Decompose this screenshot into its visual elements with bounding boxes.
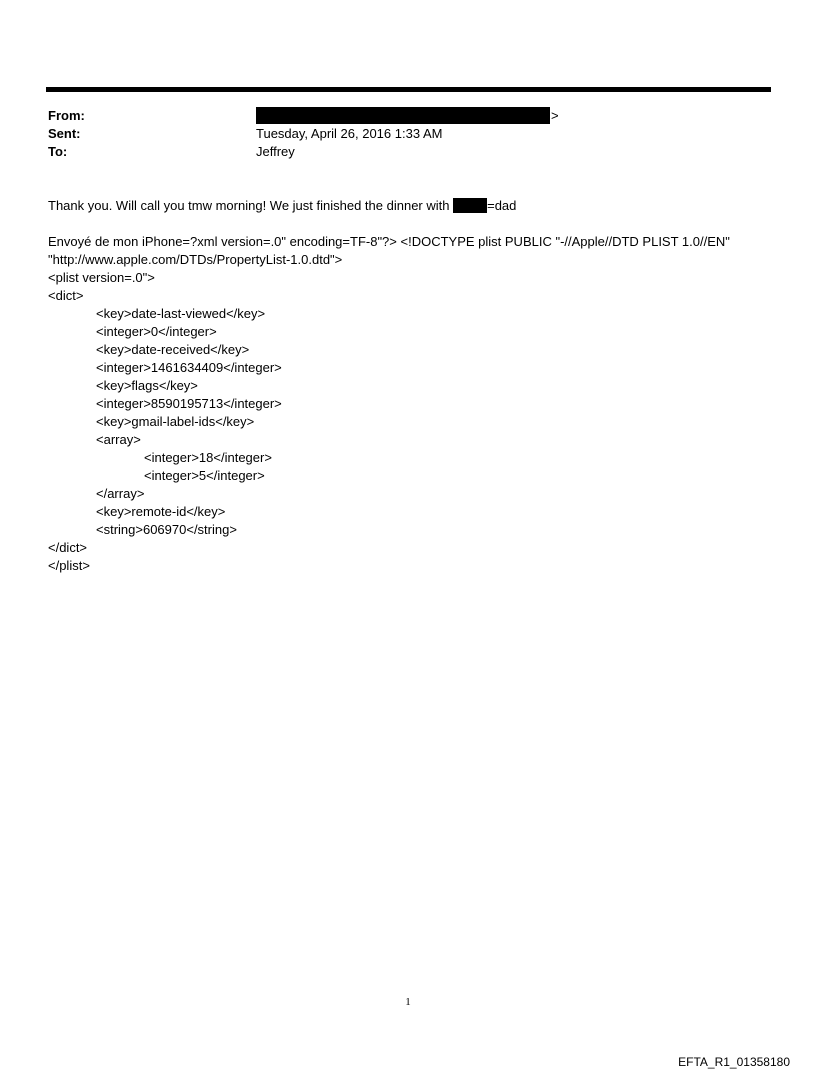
plist-line: </dict> [48, 540, 88, 555]
plist-line: <integer>8590195713</integer> [96, 396, 282, 411]
from-suffix: > [551, 108, 559, 123]
plist-line: <key>date-received</key> [96, 342, 250, 357]
document-id: EFTA_R1_01358180 [678, 1055, 790, 1069]
message-suffix: =dad [487, 198, 517, 213]
plist-line: <integer>1461634409</integer> [96, 360, 282, 375]
plist-line: <array> [96, 432, 141, 447]
to-value: Jeffrey [256, 144, 295, 159]
sent-label: Sent: [48, 126, 81, 141]
redaction-name [453, 198, 487, 213]
page-number: 1 [405, 996, 411, 1008]
plist-line: <string>606970</string> [96, 522, 237, 537]
header-rule [46, 87, 771, 92]
plist-line: <key>gmail-label-ids</key> [96, 414, 255, 429]
plist-line: </array> [96, 486, 145, 501]
plist-line: <plist version=.0"> [48, 270, 155, 285]
to-label: To: [48, 144, 68, 159]
message-text: Thank you. Will call you tmw morning! We just finished the dinner with [48, 198, 454, 213]
plist-line: </plist> [48, 558, 90, 573]
plist-line: <key>flags</key> [96, 378, 198, 393]
plist-line: <integer>0</integer> [96, 324, 217, 339]
plist-line: Envoyé de mon iPhone=?xml version=.0" encoding=TF-8"?> <!DOCTYPE plist PUBLIC "-//Apple//DTD PLIST 1.0//EN" [48, 234, 730, 249]
from-label: From: [48, 108, 85, 123]
plist-line: <integer>5</integer> [144, 468, 265, 483]
sent-value: Tuesday, April 26, 2016 1:33 AM [256, 126, 443, 141]
plist-line: "http://www.apple.com/DTDs/PropertyList-1.0.dtd"> [48, 252, 343, 267]
message-line [48, 197, 516, 215]
plist-line: <integer>18</integer> [144, 450, 272, 465]
plist-line: <key>remote-id</key> [96, 504, 226, 519]
redaction-from [256, 107, 550, 124]
plist-line: <dict> [48, 288, 84, 303]
plist-line: <key>date-last-viewed</key> [96, 306, 266, 321]
